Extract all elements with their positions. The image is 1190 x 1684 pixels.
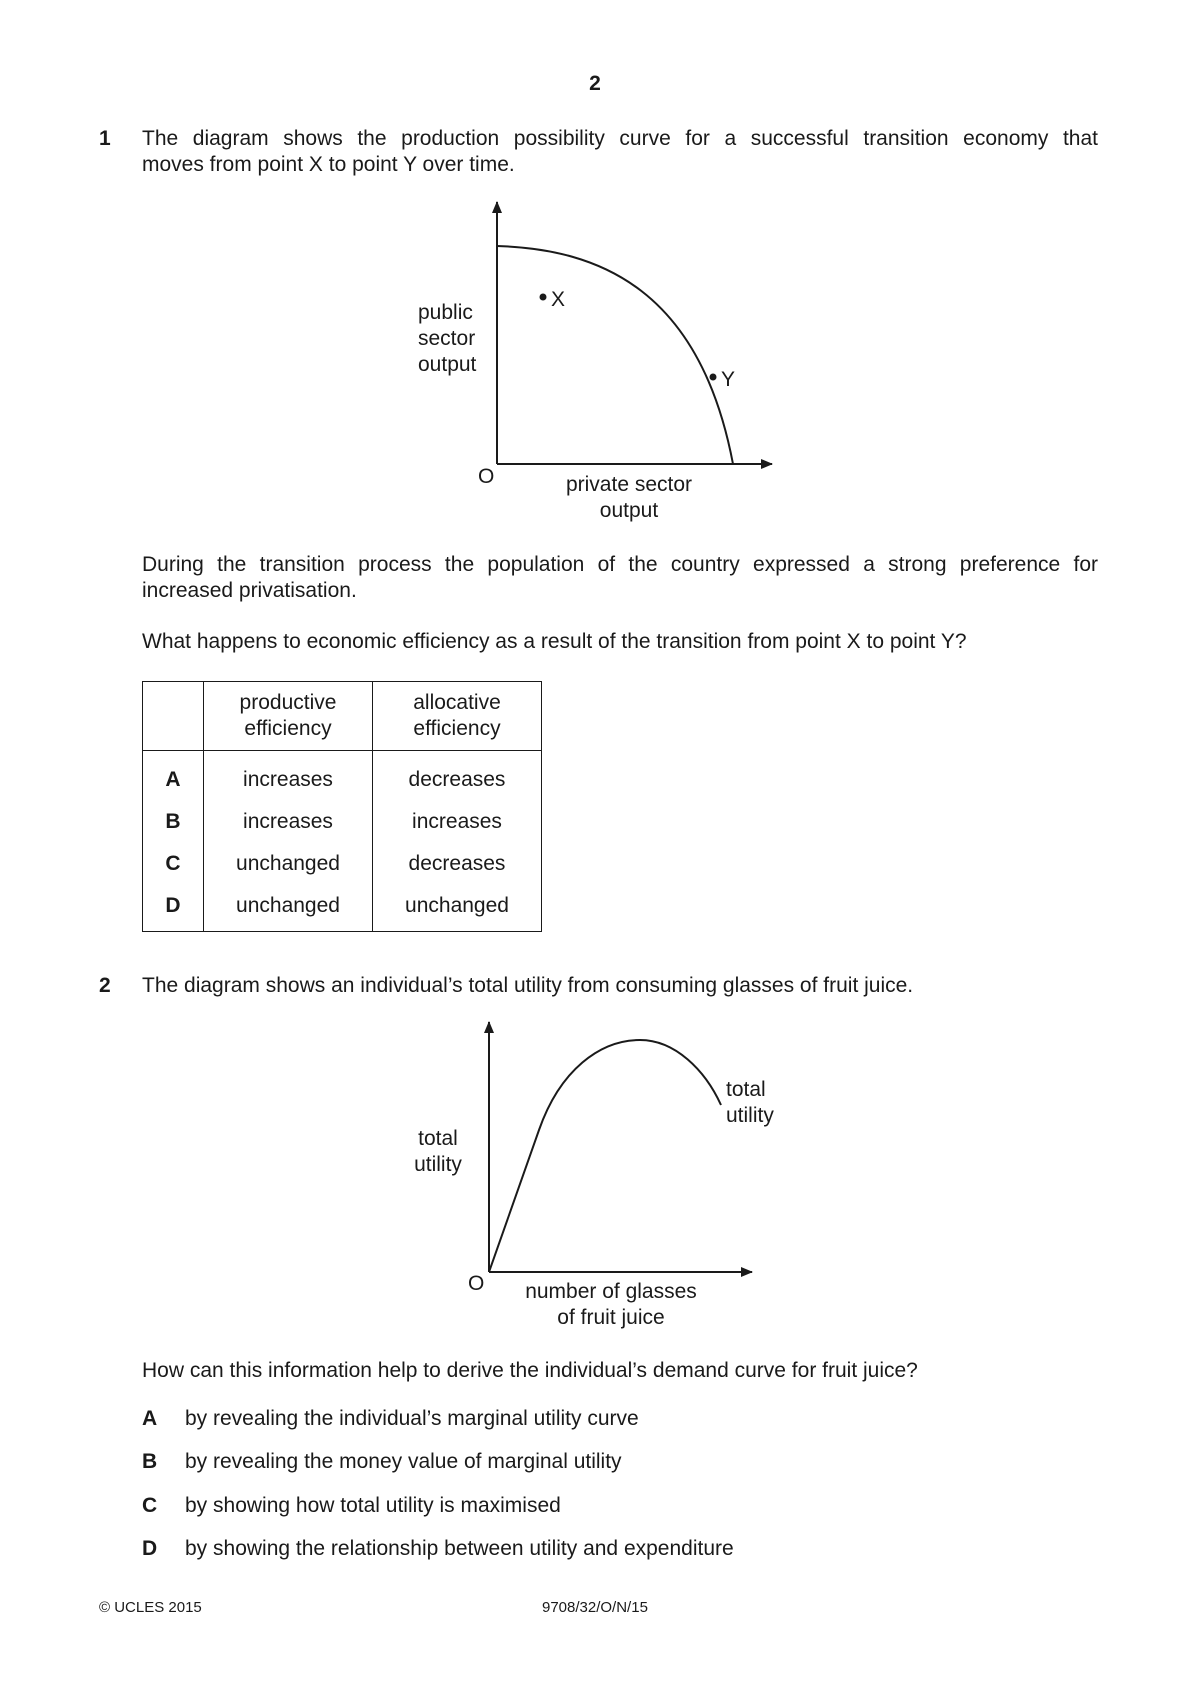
total-utility-diagram (0, 1000, 1190, 1340)
ppc-y-axis-label-line2: sector (418, 327, 476, 350)
utility-y-axis-label-line1: total (418, 1127, 458, 1150)
option-key: A (142, 1407, 158, 1430)
efficiency-options-table (142, 681, 542, 932)
question-1-question: What happens to economic efficiency as a result of the transition from point X to point Y? (142, 630, 967, 653)
productive-value: unchanged (204, 885, 373, 932)
header-allocative-line2: efficiency (413, 717, 501, 740)
option-key: D (143, 885, 204, 932)
utility-y-axis-label-line2: utility (414, 1153, 462, 1176)
option-key: B (143, 801, 204, 843)
footer-copyright: © UCLES 2015 (99, 1599, 202, 1616)
allocative-value: increases (373, 801, 542, 843)
ppc-x-axis-label-line2: output (599, 499, 659, 522)
question-1-paragraph-line1: During the transition process the population of the country expressed a strong preference for (142, 553, 1098, 576)
utility-origin-label: O (468, 1272, 485, 1295)
allocative-value: unchanged (373, 885, 542, 932)
footer-code: 9708/32/O/N/15 (542, 1599, 648, 1616)
option-key: C (142, 1494, 158, 1517)
option-text: by revealing the individual’s marginal utility curve (185, 1407, 639, 1430)
curve-label-line1: total (726, 1078, 766, 1101)
productive-value: increases (204, 751, 373, 802)
question-1-number: 1 (99, 127, 111, 150)
question-2-intro: The diagram shows an individual’s total utility from consuming glasses of fruit juice. (142, 974, 914, 997)
utility-x-axis-label-line2: of fruit juice (557, 1306, 665, 1329)
table-row (143, 751, 542, 802)
question-1-intro-line2: moves from point X to point Y over time. (142, 153, 515, 176)
productive-value: increases (204, 801, 373, 843)
productive-value: unchanged (204, 843, 373, 885)
option-key: A (143, 751, 204, 802)
question-1-paragraph-line2: increased privatisation. (142, 579, 357, 602)
point-y-dot (710, 374, 717, 381)
allocative-value: decreases (373, 843, 542, 885)
point-x-label: X (551, 288, 566, 311)
curve-label-line2: utility (726, 1104, 774, 1127)
table-header-allocative (373, 682, 542, 751)
table-header-productive (204, 682, 373, 751)
ppc-x-axis-label-line1: private sector (565, 473, 693, 496)
table-row (143, 885, 542, 932)
production-possibility-curve (497, 246, 736, 464)
question-2-number: 2 (99, 974, 111, 997)
table-header-empty (143, 682, 204, 751)
option-text: by showing how total utility is maximised (185, 1494, 561, 1517)
table-row (143, 801, 542, 843)
ppc-y-axis-label-line1: public (418, 301, 473, 324)
header-allocative-line1: allocative (413, 691, 501, 714)
option-key: C (143, 843, 204, 885)
table-header-row (143, 682, 542, 751)
header-productive-line1: productive (239, 691, 337, 714)
question-1-intro-line1: The diagram shows the production possibility curve for a successful transition economy that (142, 127, 1098, 150)
header-productive-line2: efficiency (244, 717, 332, 740)
ppc-y-axis-label-line3: output (418, 353, 477, 376)
utility-x-axis-label-line1: number of glasses (525, 1280, 697, 1303)
point-x-dot (540, 294, 547, 301)
question-2-question: How can this information help to derive the individual’s demand curve for fruit juice? (142, 1359, 918, 1382)
table-row (143, 843, 542, 885)
option-key: D (142, 1537, 158, 1560)
option-text: by revealing the money value of marginal utility (185, 1450, 622, 1473)
ppc-diagram (0, 0, 1190, 540)
total-utility-curve (489, 1040, 721, 1272)
option-text: by showing the relationship between utility and expenditure (185, 1537, 734, 1560)
point-y-label: Y (721, 368, 736, 391)
page-number: 2 (589, 72, 601, 95)
ppc-origin-label: O (478, 465, 495, 488)
option-key: B (142, 1450, 158, 1473)
allocative-value: decreases (373, 751, 542, 802)
